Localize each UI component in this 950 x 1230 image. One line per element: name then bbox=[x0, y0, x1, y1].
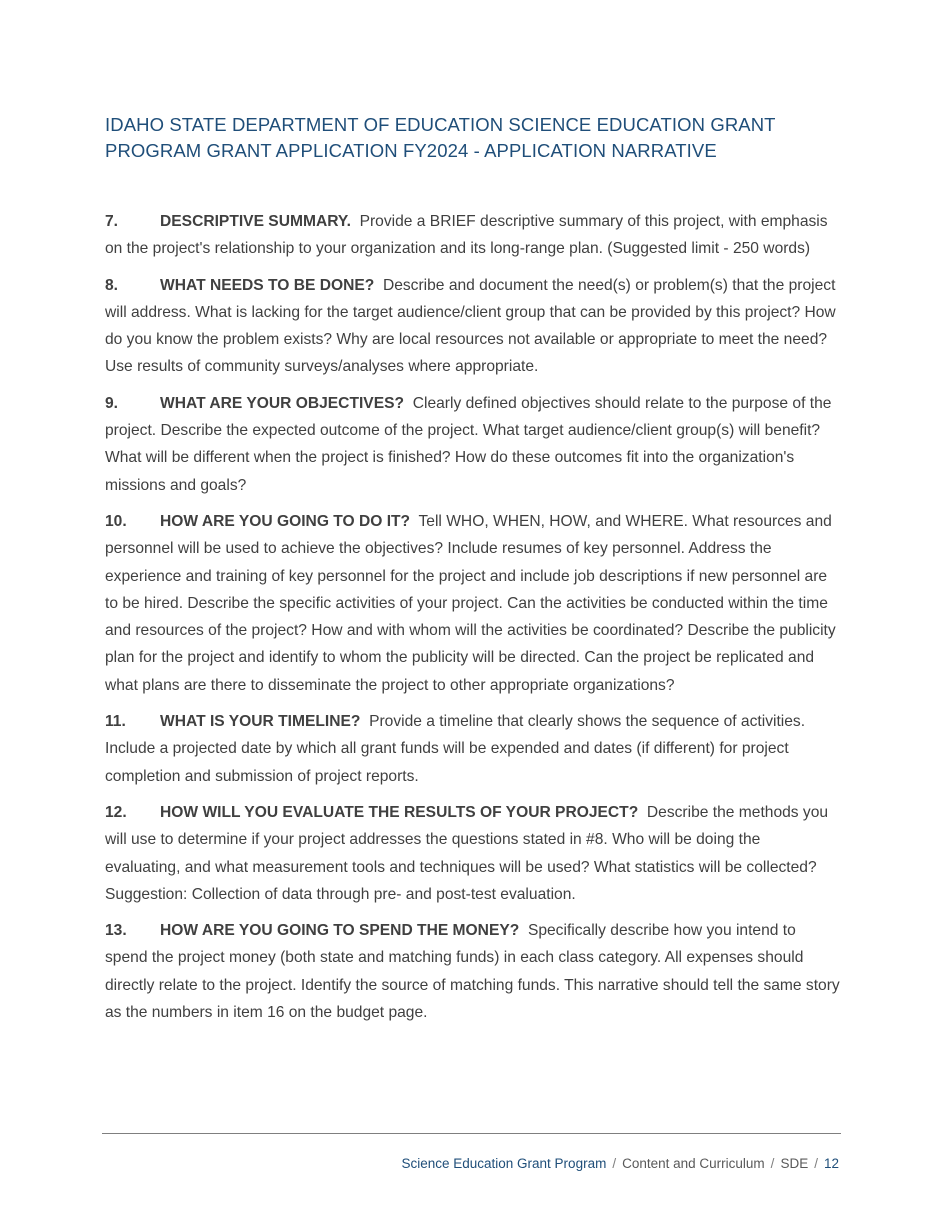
footer-section: Content and Curriculum bbox=[622, 1156, 765, 1171]
footer-separator: / bbox=[612, 1156, 617, 1171]
item-text: Specifically describe how you intend to spend the project money (both state and matching funds) in each class category. All expenses should directly relate to the project. Identify the source of matching funds. This narrative should tell the same story as the numbers in item 16 on the budget page. bbox=[105, 922, 840, 1022]
page-number: 12 bbox=[823, 1156, 839, 1171]
item-number: 11. bbox=[105, 713, 126, 731]
item-heading: WHAT NEEDS TO BE DONE? bbox=[160, 276, 375, 294]
item-heading: HOW ARE YOU GOING TO DO IT? bbox=[160, 512, 411, 530]
narrative-item-8 bbox=[105, 272, 840, 381]
item-number: 13. bbox=[105, 922, 127, 940]
item-number: 10. bbox=[105, 512, 127, 530]
item-text: Tell WHO, WHEN, HOW, and WHERE. What resources and personnel will be used to achieve the objectives? Include resumes of key personnel. Address the experience and training of key personnel for the project and include job descriptions if new personnel are to be hired. Describe the specific activities of your project. Can the activities be conducted within the time and resources of the project? How and with whom will the activities be coordinated? Describe the publicity plan for the project and identify to whom the publicity will be directed. Can the project be replicated and what plans are there to disseminate the project to other appropriate organizations? bbox=[105, 512, 836, 694]
page-title-line-2: PROGRAM GRANT APPLICATION FY2024 - APPLICATION NARRATIVE bbox=[105, 140, 717, 161]
narrative-item-12 bbox=[105, 799, 840, 908]
page-title bbox=[105, 112, 805, 164]
item-text: Describe the methods you will use to determine if your project addresses the questions stated in #8. Who will be doing the evaluating, and what measurement tools and techniques will be used? What statistics will be collected? Suggestion: Collection of data through pre- and post-test evaluation. bbox=[105, 803, 829, 903]
footer-program-name: Science Education Grant Program bbox=[401, 1156, 607, 1171]
item-text: Provide a BRIEF descriptive summary of this project, with emphasis on the project's relationship to your organization and its long-range plan. (Suggested limit - 250 words) bbox=[105, 213, 828, 258]
item-heading: WHAT ARE YOUR OBJECTIVES? bbox=[160, 394, 405, 412]
item-number: 12. bbox=[105, 803, 127, 821]
footer-separator: / bbox=[814, 1156, 818, 1171]
footer-divider bbox=[102, 1133, 841, 1134]
item-number: 8. bbox=[105, 276, 119, 294]
item-heading: DESCRIPTIVE SUMMARY. bbox=[160, 213, 351, 230]
narrative-item-11 bbox=[105, 708, 840, 790]
narrative-item-7 bbox=[105, 208, 840, 263]
item-number: 9. bbox=[105, 394, 119, 412]
item-text: Describe and document the need(s) or problem(s) that the project will address. What is lacking for the target audience/client group that can be provided by this project? How do you know the problem exists? Why are local resources not available or appropriate to meet the need? Use results of community surveys/analyses where appropriate. bbox=[105, 276, 836, 376]
item-number: 7. bbox=[105, 213, 119, 230]
item-text: Provide a timeline that clearly shows the sequence of activities. Include a projected date by which all grant funds will be expended and dates (if different) for project completion and submission of project reports. bbox=[105, 713, 806, 785]
item-heading: HOW WILL YOU EVALUATE THE RESULTS OF YOUR PROJECT? bbox=[160, 803, 639, 821]
footer-separator: / bbox=[770, 1156, 775, 1171]
application-narrative bbox=[105, 208, 840, 1035]
footer-agency: SDE bbox=[780, 1156, 809, 1171]
item-heading: HOW ARE YOU GOING TO SPEND THE MONEY? bbox=[160, 922, 520, 940]
narrative-item-9 bbox=[105, 390, 840, 499]
page-title-line-1: IDAHO STATE DEPARTMENT OF EDUCATION SCIENCE EDUCATION GRANT bbox=[105, 114, 776, 135]
narrative-item-13 bbox=[105, 917, 840, 1026]
item-text: Clearly defined objectives should relate to the purpose of the project. Describe the expected outcome of the project. What target audience/client group(s) will benefit? What will be different when the project is finished? How do these outcomes fit into the organization's missions and goals? bbox=[105, 394, 832, 494]
narrative-item-10 bbox=[105, 508, 840, 699]
page-footer bbox=[401, 1155, 839, 1173]
item-heading: WHAT IS YOUR TIMELINE? bbox=[160, 713, 361, 731]
